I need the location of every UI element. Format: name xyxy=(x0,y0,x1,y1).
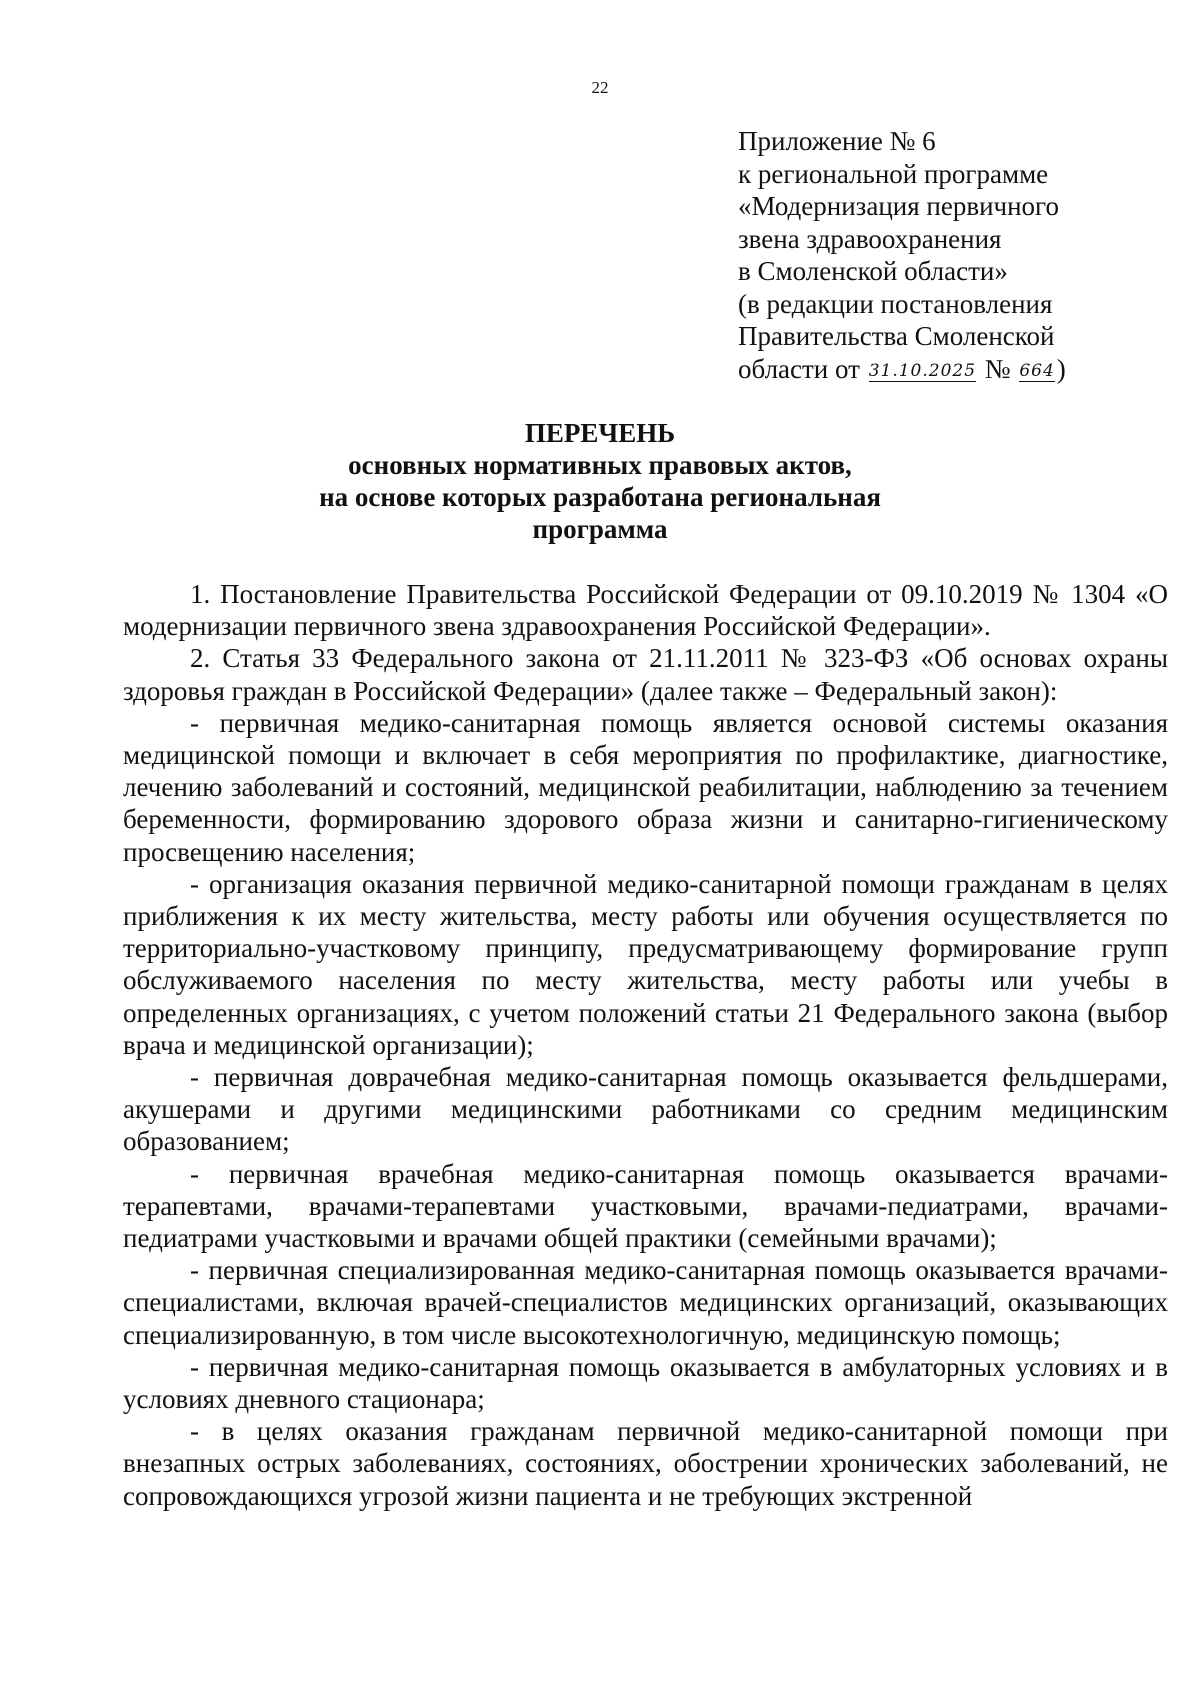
title-line: программа xyxy=(532,514,668,544)
paragraph: - первичная медико-санитарная помощь является основой системы оказания медицинской помощи и включает в себя мероприятия по профилактике, диагностике, лечению заболеваний и состояний, медицинской реабилитации, наблюдению за течением беременности, формированию здорового образа жизни и санитарно-гигиеническому просвещению населения; xyxy=(123,707,1168,867)
title-line: на основе которых разработана региональная xyxy=(319,482,881,512)
closing-parenthesis: ) xyxy=(1056,353,1066,384)
title-line: основных нормативных правовых актов, xyxy=(348,450,852,480)
appendix-line: Приложение № 6 xyxy=(738,126,936,156)
appendix-last-line xyxy=(738,353,1178,386)
appendix-line: в Смоленской области» xyxy=(738,256,1008,286)
paragraph: 2. Статья 33 Федерального закона от 21.11.2011 № 323-ФЗ «Об основах охраны здоровья граждан в Российской Федерации» (далее также – Федеральный закон): xyxy=(123,643,1168,706)
page-number: 22 xyxy=(591,78,609,97)
number-sign: № xyxy=(984,353,1011,384)
paragraph: - первичная доврачебная медико-санитарная помощь оказывается фельдшерами, акушерами и другими медицинскими работниками со средним медицинским образованием; xyxy=(123,1062,1168,1157)
appendix-line: «Модернизация первичного xyxy=(738,191,1059,221)
document-title xyxy=(0,417,1200,545)
appendix-line: Правительства Смоленской xyxy=(738,321,1055,351)
appendix-line: (в редакции постановления xyxy=(738,288,1053,319)
paragraph: - организация оказания первичной медико-санитарной помощи гражданам в целях приближения к их месту жительства, месту работы или обучения осуществляется по территориально-участковому принципу, предусматривающему формирование групп обслуживаемого населения по месту жительства, месту работы или учебы в определенных организациях, с учетом положений статьи 21 Федерального закона (выбор врача и медицинской организации); xyxy=(123,868,1168,1060)
appendix-block xyxy=(738,125,1178,385)
title-heading: ПЕРЕЧЕНЬ xyxy=(524,418,676,448)
appendix-last-line-prefix: области от xyxy=(738,353,860,384)
paragraph: - первичная медико-санитарная помощь оказывается в амбулаторных условиях и в условиях дневного стационара; xyxy=(123,1351,1168,1415)
appendix-line: к региональной программе xyxy=(738,158,1049,189)
paragraph: - в целях оказания гражданам первичной медико-санитарной помощи при внезапных острых заболеваниях, состояниях, обострении хронических заболеваний, не сопровождающихся угрозой жизни пациента и не требующих экстренной xyxy=(123,1416,1168,1511)
paragraph: 1. Постановление Правительства Российской Федерации от 09.10.2019 № 1304 «О модернизации первичного звена здравоохранения Российской Федерации». xyxy=(123,579,1168,642)
handwritten-number: 664 xyxy=(1019,360,1055,381)
handwritten-date: 31.10.2025 xyxy=(868,360,977,381)
appendix-line: звена здравоохранения xyxy=(738,223,1002,254)
document-body xyxy=(123,578,1168,1512)
paragraph: - первичная специализированная медико-санитарная помощь оказывается врачами-специалистами, включая врачей-специалистов медицинских организаций, оказывающих специализированную, в том числе высокотехнологичную, медицинскую помощь; xyxy=(123,1255,1168,1350)
paragraph: - первичная врачебная медико-санитарная помощь оказывается врачами-терапевтами, врачами-терапевтами участковыми, врачами-педиатрами, врачами-педиатрами участковыми и врачами общей практики (семейными врачами); xyxy=(123,1158,1168,1254)
